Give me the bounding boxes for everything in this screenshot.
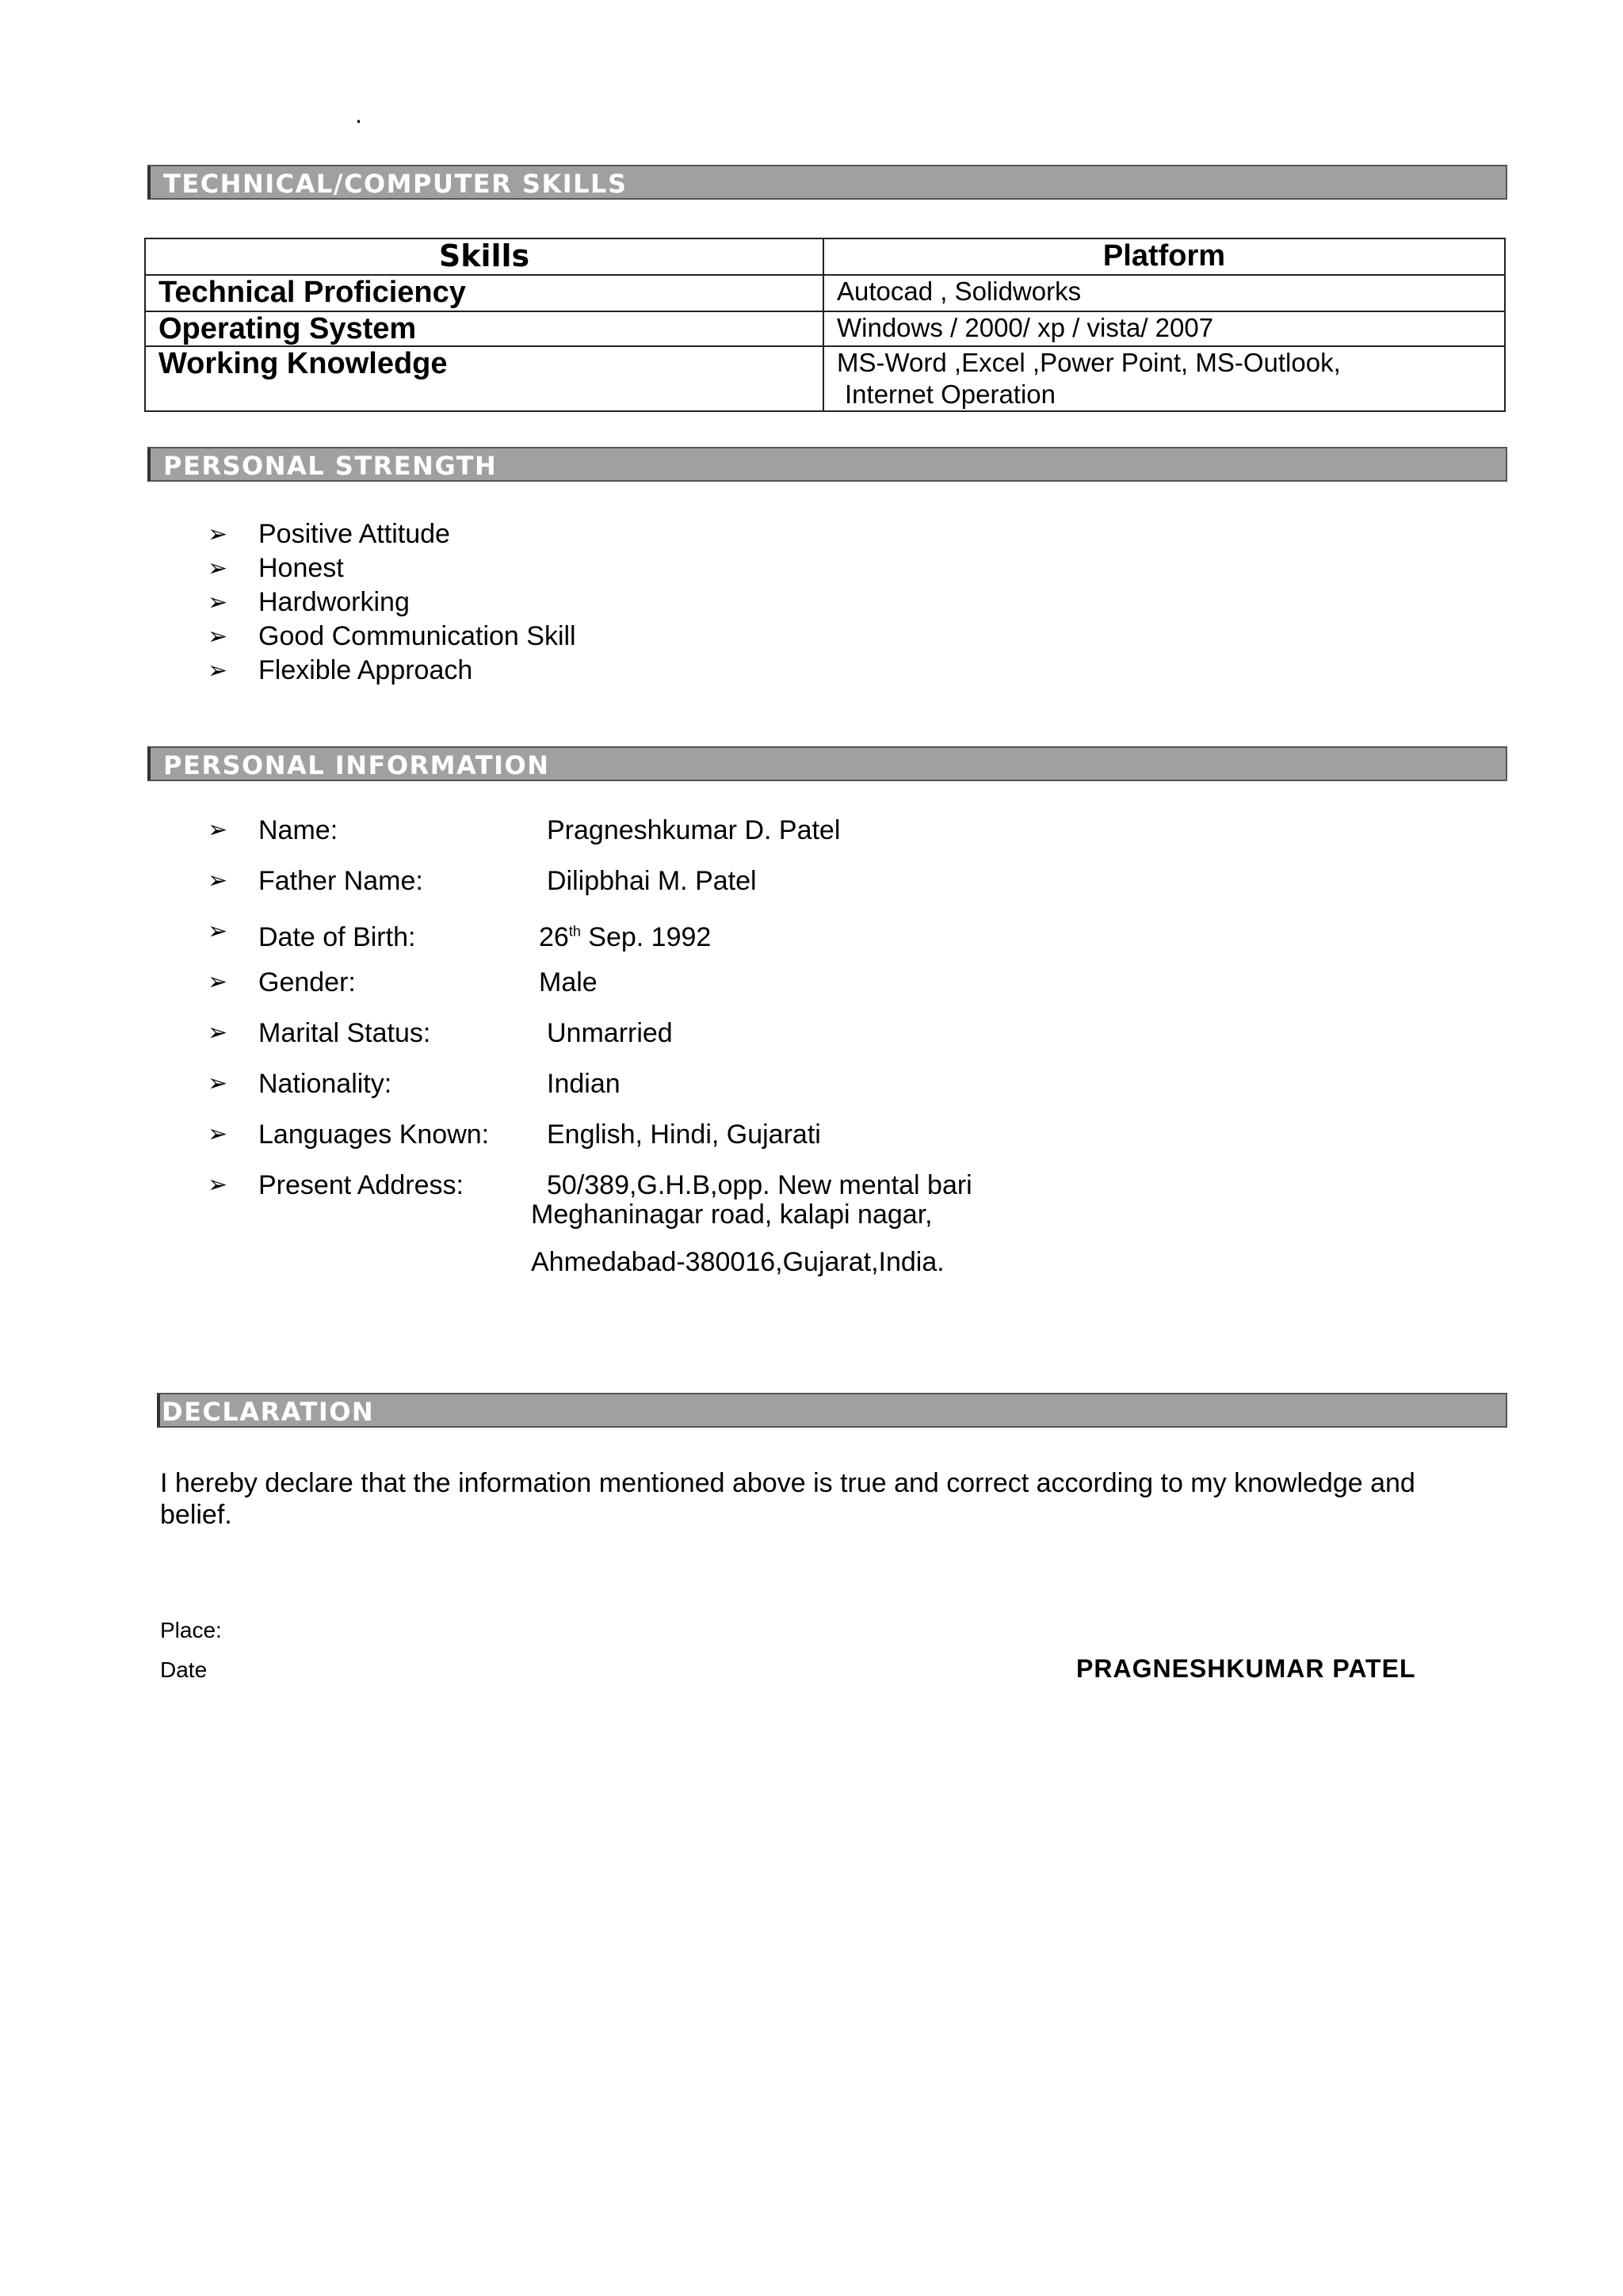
section-title: DECLARATION	[162, 1397, 375, 1427]
table-row	[145, 346, 1505, 411]
date-label: Date	[160, 1657, 208, 1682]
header-skills: Skills	[145, 238, 823, 275]
platform-line: Internet Operation	[845, 379, 1056, 409]
info-marital-status: ➢ Marital Status: Unmarried	[208, 1016, 972, 1066]
info-languages: ➢ Languages Known: English, Hindi, Gujarati	[208, 1117, 972, 1168]
platform-cell: Windows / 2000/ xp / vista/ 2007	[823, 311, 1505, 346]
section-title: PERSONAL INFORMATION	[163, 750, 550, 780]
list-item: ➢ Positive Attitude	[208, 517, 576, 551]
arrow-bullet-icon: ➢	[208, 657, 228, 685]
section-technical-skills	[147, 165, 1507, 200]
info-nationality: ➢ Nationality: Indian	[208, 1066, 972, 1117]
arrow-bullet-icon: ➢	[208, 867, 228, 894]
arrow-bullet-icon: ➢	[208, 968, 228, 996]
platform-cell: Autocad , Solidworks	[823, 275, 1505, 311]
info-present-address: ➢ Present Address: 50/389,G.H.B,opp. New mental bari	[208, 1168, 972, 1219]
list-item: ➢ Honest	[208, 551, 576, 585]
skill-cell: Working Knowledge	[145, 346, 823, 411]
personal-info-list	[208, 813, 972, 1219]
arrow-bullet-icon: ➢	[208, 521, 228, 548]
header-platform: Platform	[823, 238, 1505, 275]
section-title: TECHNICAL/COMPUTER SKILLS	[163, 169, 628, 199]
skills-table	[144, 238, 1506, 412]
skill-cell: Technical Proficiency	[145, 275, 823, 311]
section-personal-strength	[147, 447, 1507, 482]
section-title: PERSONAL STRENGTH	[163, 451, 498, 481]
arrow-bullet-icon: ➢	[208, 1070, 228, 1097]
list-item: ➢ Flexible Approach	[208, 654, 576, 688]
section-declaration	[157, 1393, 1507, 1428]
platform-cell	[823, 346, 1505, 411]
arrow-bullet-icon: ➢	[208, 1120, 228, 1148]
table-row	[145, 311, 1505, 346]
signature-name: PRAGNESHKUMAR PATEL	[1076, 1654, 1416, 1683]
arrow-bullet-icon: ➢	[208, 816, 228, 844]
list-item: ➢ Good Communication Skill	[208, 620, 576, 654]
arrow-bullet-icon: ➢	[208, 1171, 228, 1199]
top-mark: .	[355, 100, 362, 128]
strength-list	[208, 517, 576, 688]
info-gender: ➢ Gender: Male	[208, 965, 972, 1016]
skills-table-header	[145, 238, 1505, 275]
info-father-name: ➢ Father Name: Dilipbhai M. Patel	[208, 864, 972, 914]
section-personal-information	[147, 746, 1507, 781]
arrow-bullet-icon: ➢	[208, 917, 228, 945]
info-date-of-birth: ➢ Date of Birth: 26th Sep. 1992	[208, 914, 972, 965]
platform-line: MS-Word ,Excel ,Power Point, MS-Outlook,	[837, 348, 1341, 377]
place-label: Place:	[160, 1618, 222, 1642]
table-row	[145, 275, 1505, 311]
address-line: Ahmedabad-380016,Gujarat,India.	[531, 1247, 945, 1277]
arrow-bullet-icon: ➢	[208, 623, 228, 650]
info-name: ➢ Name: Pragneshkumar D. Patel	[208, 813, 972, 864]
arrow-bullet-icon: ➢	[208, 589, 228, 616]
declaration-text: I hereby declare that the information mentioned above is true and correct according to my knowledge and belief.	[160, 1468, 1415, 1530]
arrow-bullet-icon: ➢	[208, 555, 228, 582]
list-item: ➢ Hardworking	[208, 585, 576, 620]
arrow-bullet-icon: ➢	[208, 1019, 228, 1047]
address-line: Meghaninagar road, kalapi nagar,	[531, 1199, 933, 1230]
skill-cell: Operating System	[145, 311, 823, 346]
